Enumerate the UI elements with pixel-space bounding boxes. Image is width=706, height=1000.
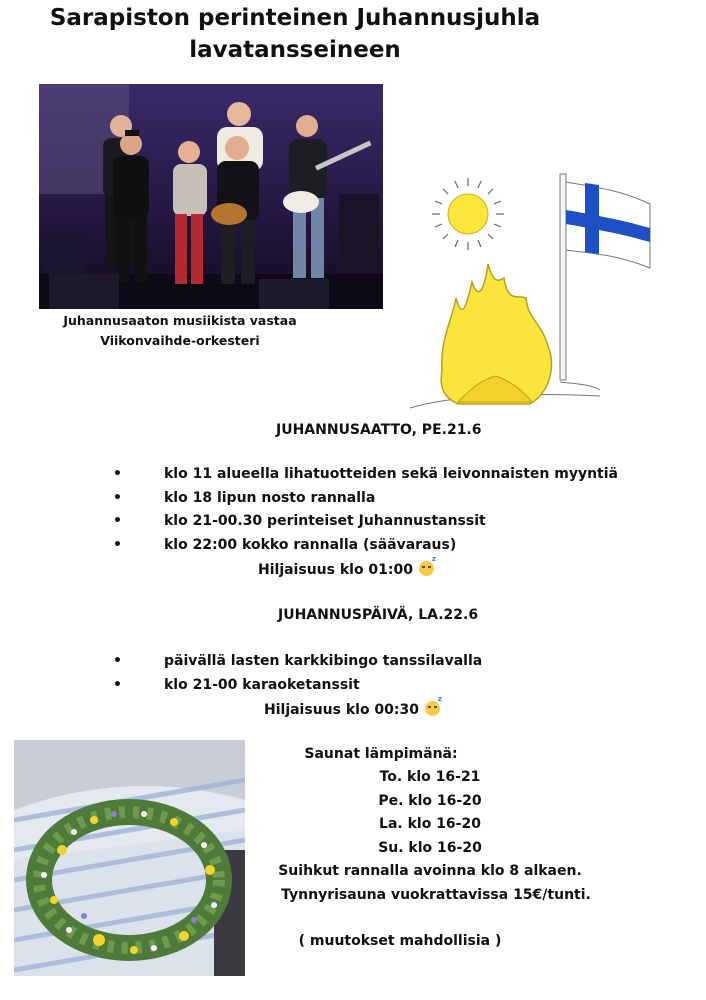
friday-heading: JUHANNUSAATTO, PE.21.6 <box>276 422 482 438</box>
sleeping-face-icon: z <box>419 561 434 576</box>
friday-item-text: klo 21-00.30 perinteiset Juhannustanssit <box>164 513 486 529</box>
saturday-silence-text: Hiljaisuus klo 00:30 <box>264 702 419 718</box>
event-title-line2: lavatansseineen <box>189 37 401 63</box>
sauna-time: La. klo 16-20 <box>379 816 481 832</box>
shower-info: Suihkut rannalla avoinna klo 8 alkaen. <box>278 863 582 879</box>
friday-item-text: klo 18 lipun nosto rannalla <box>164 490 376 506</box>
bullet: • <box>113 490 122 506</box>
bullet: • <box>113 653 122 669</box>
list-item <box>0 490 706 513</box>
saturday-item-text: päivällä lasten karkkibingo tanssilavalla <box>164 653 483 669</box>
list-item <box>0 653 706 676</box>
sauna-time: Pe. klo 16-20 <box>378 793 482 809</box>
barrel-sauna-info: Tynnyrisauna vuokrattavissa 15€/tunti. <box>281 887 591 903</box>
saturday-item-text: klo 21-00 karaoketanssit <box>164 677 360 693</box>
midsummer-illustration <box>400 170 660 410</box>
sun-icon <box>432 178 504 250</box>
event-title-line1: Sarapiston perinteinen Juhannusjuhla <box>49 5 541 31</box>
list-item <box>0 677 706 700</box>
sauna-heading: Saunat lämpimänä: <box>304 746 458 762</box>
bullet: • <box>113 466 122 482</box>
list-item <box>0 466 706 489</box>
bonfire-icon <box>410 264 600 408</box>
friday-silence <box>258 555 436 578</box>
changes-note: ( muutokset mahdollisia ) <box>298 933 502 949</box>
list-item <box>0 513 706 536</box>
band-photo <box>39 84 383 309</box>
bullet: • <box>113 513 122 529</box>
list-item <box>0 537 706 560</box>
sauna-time: Su. klo 16-20 <box>378 840 482 856</box>
band-caption-line2: Viikonvaihde-orkesteri <box>100 333 260 348</box>
saturday-silence <box>264 695 442 718</box>
bullet: • <box>113 677 122 693</box>
sauna-time: To. klo 16-21 <box>379 769 481 785</box>
saturday-heading: JUHANNUSPÄIVÄ, LA.22.6 <box>278 607 479 623</box>
sleeping-face-icon: z <box>425 701 440 716</box>
friday-silence-text: Hiljaisuus klo 01:00 <box>258 562 413 578</box>
finnish-flag-icon <box>560 174 650 380</box>
friday-item-text: klo 22:00 kokko rannalla (säävaraus) <box>164 537 457 553</box>
bullet: • <box>113 537 122 553</box>
friday-item-text: klo 11 alueella lihatuotteiden sekä leivonnaisten myyntiä <box>164 466 618 482</box>
band-caption-line1: Juhannusaaton musiikista vastaa <box>63 313 297 328</box>
